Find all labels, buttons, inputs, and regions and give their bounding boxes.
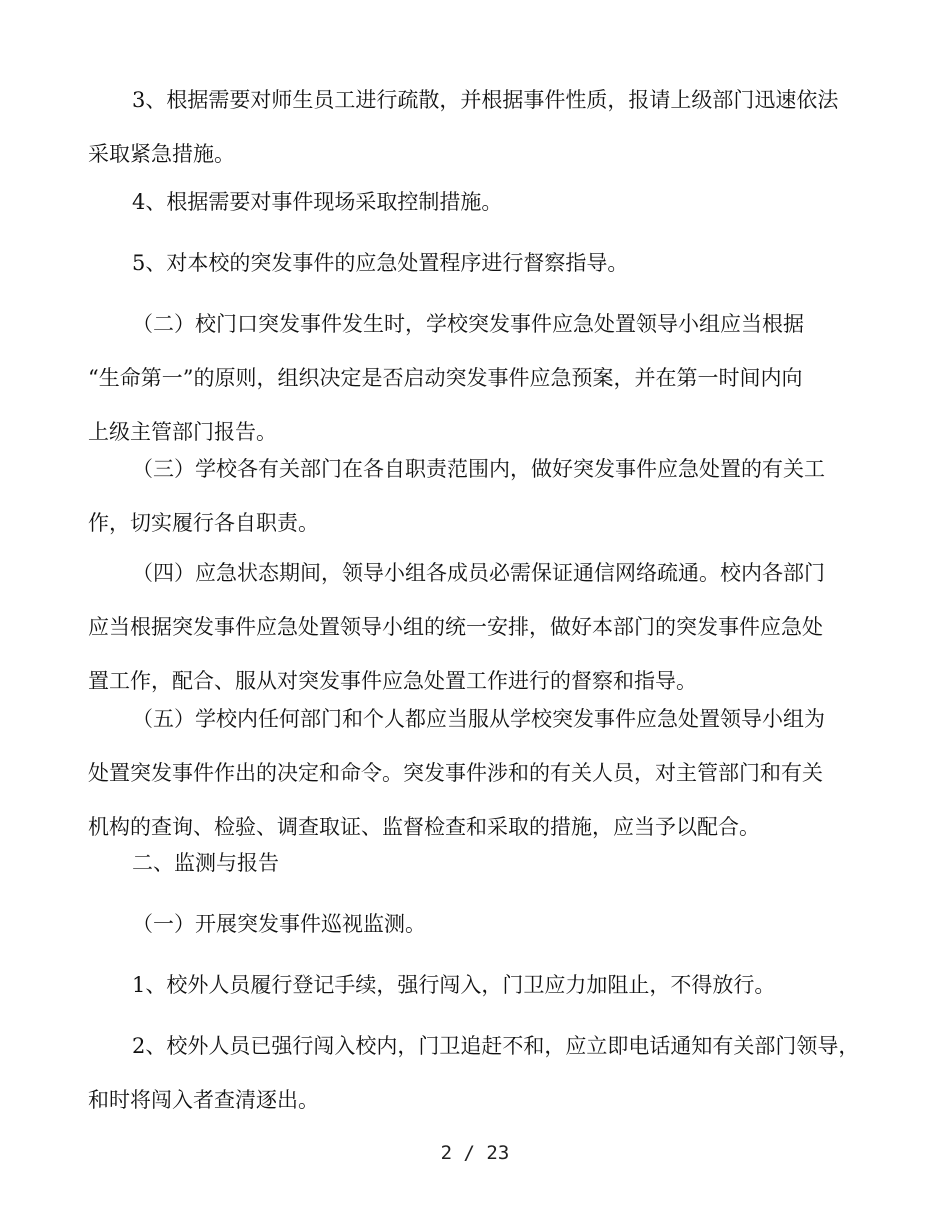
section-heading-monitoring [88, 836, 863, 890]
paragraph-patrol [88, 897, 863, 951]
paragraph-line: 2、校外人员已强行闯入校内，门卫追赶不和，应立即电话通知有关部门领导， [132, 1034, 860, 1058]
paragraph-line: 处置突发事件作出的决定和命令。突发事件涉和的有关人员，对主管部门和有关 [88, 761, 823, 785]
paragraph-line: 上级主管部门报告。 [88, 420, 277, 444]
paragraph-section-four [88, 546, 863, 708]
paragraph-line: （一）开展突发事件巡视监测。 [132, 912, 426, 936]
paragraph-line: “生命第一”的原则，组织决定是否启动突发事件应急预案，并在第一时间内向 [88, 366, 803, 390]
paragraph-line: 采取紧急措施。 [88, 142, 235, 166]
paragraph-line: 1、校外人员履行登记手续，强行闯入，门卫应力加阻止，不得放行。 [132, 973, 776, 997]
paragraph-line: （四）应急状态期间，领导小组各成员必需保证通信网络疏通。校内各部门 [132, 561, 825, 585]
section-heading: 二、监测与报告 [132, 851, 279, 875]
paragraph-line: 置工作，配合、服从对突发事件应急处置工作进行的督察和指导。 [88, 669, 697, 693]
paragraph-line: （二）校门口突发事件发生时，学校突发事件应急处置领导小组应当根据 [132, 312, 804, 336]
paragraph-line: （三）学校各有关部门在各自职责范围内，做好突发事件应急处置的有关工 [132, 457, 825, 481]
paragraph-evacuation [88, 73, 863, 181]
paragraph-section-three [88, 442, 863, 550]
paragraph-line: 3、根据需要对师生员工进行疏散，并根据事件性质，报请上级部门迅速依法 [132, 88, 839, 112]
paragraph-site-control [88, 175, 863, 229]
paragraph-supervision [88, 236, 863, 290]
paragraph-line: 5、对本校的突发事件的应急处置程序进行督察指导。 [132, 251, 629, 275]
paragraph-line: （五）学校内任何部门和个人都应当服从学校突发事件应急处置领导小组为 [132, 707, 825, 731]
paragraph-intrusion [88, 1019, 863, 1127]
page-number: 2 / 23 [440, 1142, 510, 1164]
paragraph-section-five [88, 692, 863, 854]
paragraph-line: 和时将闯入者查清逐出。 [88, 1088, 319, 1112]
paragraph-registration [88, 958, 863, 1012]
paragraph-line: 作，切实履行各自职责。 [88, 511, 319, 535]
paragraph-line: 机构的查询、检验、调查取证、监督检查和采取的措施，应当予以配合。 [88, 815, 760, 839]
paragraph-line: 4、根据需要对事件现场采取控制措施。 [132, 190, 503, 214]
paragraph-line: 应当根据突发事件应急处置领导小组的统一安排，做好本部门的突发事件应急处 [88, 615, 823, 639]
paragraph-section-two [88, 297, 863, 459]
